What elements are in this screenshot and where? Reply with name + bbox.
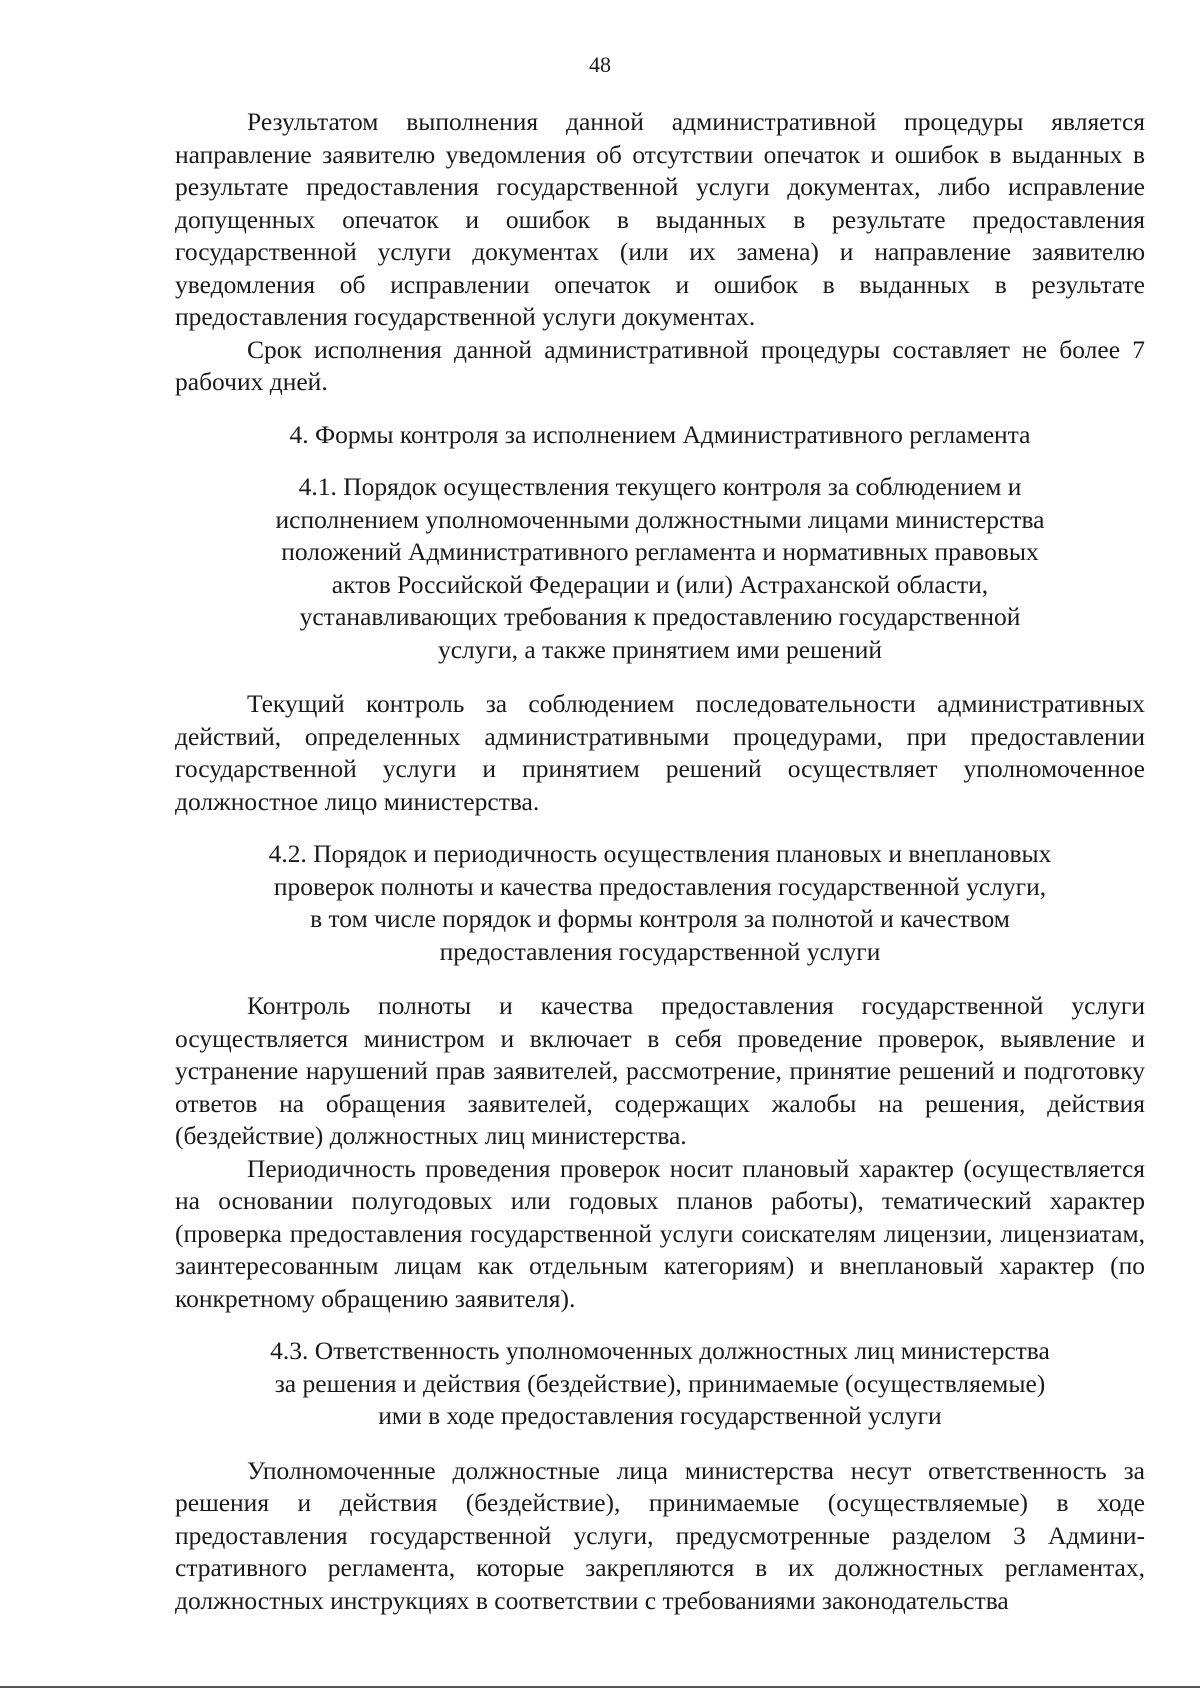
heading-line: проверок полноты и качества предоставления государственной услуги,: [273, 871, 1047, 901]
heading-line: 4.2. Порядок и периодичность осуществления плановых и внеплановых: [268, 839, 1052, 868]
heading-line: исполнением уполномоченными должностными лицами министерства: [275, 504, 1045, 534]
paragraph-procedure-result: Результатом выполнения данной административной процедуры является направление заявителю уведомления об отсутствии опечаток и ошибок в выданных в результате предоставления государственной услуги документах, либо исправление допущенных опечаток и ошибок в выданных в результате предоставления государственной услуги документах (или их замена) и направление заявителю уведомления об исправлении опечаток и ошибок в выданных в результате предоставления государственной услуги документах.: [175, 107, 1145, 331]
page-number: 48: [589, 52, 611, 77]
section-heading-4-2: [175, 838, 1145, 968]
paragraph-current-control: Текущий контроль за соблюдением последовательности административных действий, определенных административными процедурами, при предоставлении государственной услуги и принятием решений осуществляет уполномоченное должностное лицо министерства.: [175, 689, 1145, 816]
document-body: [175, 106, 1145, 1617]
heading-line: в том числе порядок и формы контроля за полнотой и качеством: [310, 904, 1010, 933]
paragraph-procedure-term: Срок исполнения данной административной процедуры составляет не более 7 рабочих дней.: [175, 334, 1145, 396]
heading-line: за решения и действия (бездействие), принимаемые (осуществляемые): [274, 1368, 1046, 1398]
heading-line: предоставления государственной услуги: [439, 936, 881, 966]
heading-line: 4.3. Ответственность уполномоченных должностных лиц министерства: [270, 1336, 1050, 1365]
scan-edge-line: [0, 1686, 1200, 1688]
section-heading-4: [175, 419, 1145, 452]
heading-line: положений Административного регламента и нормативных правовых: [281, 537, 1039, 566]
heading-line: ими в ходе предоставления государственной услуги: [378, 1401, 942, 1430]
paragraph-inspection-frequency: Периодичность проведения проверок носит плановый характер (осуществляется на основании полугодовых или годовых планов работы), тематический характер (проверка предоставления государственной услуги соискателям лицензии, лицензиатам, заинтересованным лицам как отдельным категориям) и внеплановый характер (по конкретному обращению заявителя).: [175, 1153, 1145, 1313]
paragraph-quality-control: Контроль полноты и качества предоставления государственной услуги осуществляется министром и включает в себя проведение проверок, выявление и устранение нарушений прав заявителей, рассмотрение, принятие решений и подготовку ответов на обращения заявителей, содержащих жалобы на решения, действия (бездействие) должностных лиц министерства.: [175, 991, 1145, 1150]
heading-line: актов Российской Федерации и (или) Астраханской области,: [331, 569, 989, 599]
heading-line: услуги, а также принятием ими решений: [437, 634, 883, 664]
heading-line: устанавливающих требования к предоставлению государственной: [299, 602, 1021, 631]
paragraph-responsibility: Уполномоченные должностные лица министерства несут ответственность за решения и действия (бездействие), принимаемые (осуществляемые) в ходе предоставления государственной услуги, предусмотренные разделом 3 Административного регламента, которые закрепляются в их должностных регламентах, должностных инструкциях в соответствии с требованиями законодательства: [175, 1455, 1145, 1615]
heading-line: 4.1. Порядок осуществления текущего контроля за соблюдением и: [298, 472, 1022, 501]
section-heading-4-1: [175, 471, 1145, 666]
section-heading-4-3: [175, 1335, 1145, 1433]
heading-line: 4. Формы контроля за исполнением Административного регламента: [289, 419, 1031, 449]
